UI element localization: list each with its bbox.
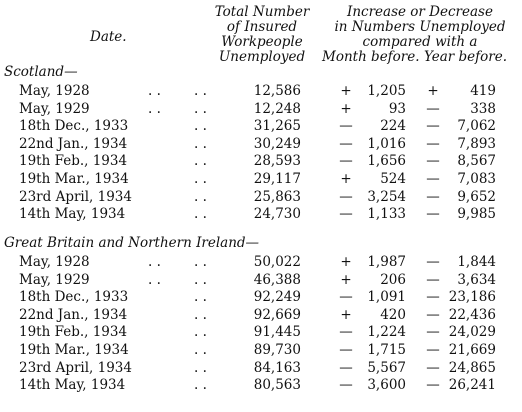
year-change-value: 9,985 — [457, 206, 496, 223]
month-change-value: 1,133 — [367, 206, 406, 223]
year-change-sign: — — [426, 306, 440, 323]
total-unemployed: 89,730 — [253, 342, 301, 358]
month-change-sign: — — [339, 324, 353, 341]
total-unemployed: 50,022 — [253, 254, 301, 270]
total-unemployed: 24,730 — [253, 206, 301, 223]
leader-dots: . . — [194, 359, 207, 376]
month-change-value: 3,254 — [367, 188, 406, 205]
leader-dots: . . — [148, 254, 161, 270]
row-date: May, 1929 — [19, 271, 90, 288]
total-unemployed: 25,863 — [253, 188, 301, 205]
leader-dots: . . — [194, 324, 207, 341]
leader-dots: . . — [148, 100, 161, 117]
row-date: 18th Dec., 1933 — [19, 289, 129, 306]
leader-dots: . . — [194, 306, 207, 323]
date-column-header: Date. — [90, 29, 127, 45]
total-column-header-line-4: Unemployed — [218, 49, 306, 65]
total-unemployed: 46,388 — [253, 271, 301, 288]
month-change-value: 1,656 — [367, 153, 406, 170]
row-date: 14th May, 1934 — [19, 377, 126, 394]
total-unemployed: 12,586 — [253, 83, 301, 99]
table-row — [0, 135, 522, 153]
year-before-column-header: Year before. — [424, 49, 508, 65]
leader-dots: . . — [194, 135, 207, 152]
table-row — [0, 117, 522, 135]
year-change-value: 7,893 — [457, 135, 496, 152]
total-column-header-line-3: Workpeople — [221, 34, 303, 50]
total-column-header-line-2: of Insured — [226, 19, 298, 35]
leader-dots: . . — [194, 188, 207, 205]
month-change-sign: — — [339, 206, 353, 223]
month-change-value: 224 — [380, 118, 406, 135]
total-unemployed: 80,563 — [253, 377, 301, 394]
year-change-value: 21,669 — [448, 342, 496, 358]
year-change-value: 22,436 — [448, 306, 496, 323]
year-change-sign: — — [426, 118, 440, 135]
month-change-sign: + — [340, 171, 352, 187]
year-change-value: 419 — [470, 83, 496, 99]
month-change-sign: — — [339, 342, 353, 358]
row-date: 14th May, 1934 — [19, 206, 126, 223]
section-title-great-britain: Great Britain and Northern Ireland— — [4, 235, 260, 251]
leader-dots: . . — [194, 83, 207, 99]
year-change-value: 24,865 — [448, 359, 496, 376]
month-change-sign: — — [339, 153, 353, 170]
leader-dots: . . — [194, 289, 207, 306]
row-date: May, 1928 — [19, 254, 90, 270]
total-unemployed: 84,163 — [253, 359, 301, 376]
table-row — [0, 271, 522, 289]
leader-dots: . . — [194, 342, 207, 358]
table-row — [0, 288, 522, 306]
year-change-value: 338 — [470, 100, 496, 117]
row-date: 19th Feb., 1934 — [19, 324, 128, 341]
month-change-sign: + — [340, 306, 352, 323]
leader-dots: . . — [194, 118, 207, 135]
year-change-sign: — — [426, 377, 440, 394]
row-date: 19th Mar., 1934 — [19, 342, 129, 358]
table-row — [0, 152, 522, 170]
leader-dots: . . — [194, 254, 207, 270]
year-change-sign: — — [426, 359, 440, 376]
table-row — [0, 376, 522, 394]
month-change-value: 1,987 — [367, 254, 406, 270]
year-change-sign: — — [426, 153, 440, 170]
month-change-sign: — — [339, 377, 353, 394]
year-change-value: 9,652 — [457, 188, 496, 205]
month-change-sign: — — [339, 188, 353, 205]
year-change-sign: — — [426, 324, 440, 341]
total-unemployed: 29,117 — [253, 171, 301, 187]
month-change-sign: — — [339, 359, 353, 376]
row-date: May, 1929 — [19, 100, 90, 117]
leader-dots: . . — [194, 206, 207, 223]
month-change-value: 1,224 — [367, 324, 406, 341]
month-change-value: 420 — [380, 306, 406, 323]
table-row — [0, 170, 522, 188]
total-unemployed: 92,249 — [253, 289, 301, 306]
month-change-value: 3,600 — [367, 377, 406, 394]
row-date: 19th Feb., 1934 — [19, 153, 128, 170]
month-change-sign: + — [340, 100, 352, 117]
month-change-sign: — — [339, 118, 353, 135]
month-change-value: 206 — [380, 271, 406, 288]
table-row — [0, 82, 522, 100]
month-change-value: 1,205 — [367, 83, 406, 99]
year-change-value: 24,029 — [448, 324, 496, 341]
year-change-sign: — — [426, 135, 440, 152]
year-change-value: 7,062 — [457, 118, 496, 135]
row-date: 23rd April, 1934 — [19, 359, 132, 376]
year-change-sign: — — [426, 100, 440, 117]
leader-dots: . . — [194, 171, 207, 187]
table-row — [0, 359, 522, 377]
month-change-sign: + — [340, 83, 352, 99]
row-date: 23rd April, 1934 — [19, 188, 132, 205]
row-date: 19th Mar., 1934 — [19, 171, 129, 187]
month-change-value: 1,091 — [367, 289, 406, 306]
leader-dots: . . — [148, 83, 161, 99]
table-row — [0, 100, 522, 118]
year-change-sign: + — [427, 83, 439, 99]
leader-dots: . . — [194, 271, 207, 288]
leader-dots: . . — [194, 377, 207, 394]
year-change-sign: — — [426, 271, 440, 288]
table-row — [0, 323, 522, 341]
year-change-value: 26,241 — [448, 377, 496, 394]
month-change-sign: + — [340, 271, 352, 288]
table-row — [0, 306, 522, 324]
year-change-value: 1,844 — [457, 254, 496, 270]
total-unemployed: 91,445 — [253, 324, 301, 341]
total-unemployed: 31,265 — [253, 118, 301, 135]
table-row — [0, 188, 522, 206]
total-unemployed: 12,248 — [253, 100, 301, 117]
section-title-scotland: Scotland— — [4, 64, 78, 80]
row-date: 22nd Jan., 1934 — [19, 306, 128, 323]
leader-dots: . . — [148, 271, 161, 288]
month-before-column-header: Month before. — [322, 49, 420, 65]
month-change-value: 5,567 — [367, 359, 406, 376]
row-date: 18th Dec., 1933 — [19, 118, 129, 135]
year-change-value: 23,186 — [448, 289, 496, 306]
month-change-value: 524 — [380, 171, 406, 187]
month-change-value: 1,016 — [367, 135, 406, 152]
total-column-header-line-1: Total Number — [214, 4, 310, 20]
month-change-value: 93 — [388, 100, 406, 117]
change-column-header-line-1: Increase or Decrease — [347, 4, 493, 20]
year-change-sign: — — [426, 342, 440, 358]
row-date: May, 1928 — [19, 83, 90, 99]
year-change-sign: — — [426, 171, 440, 187]
year-change-sign: — — [426, 206, 440, 223]
month-change-sign: — — [339, 135, 353, 152]
year-change-value: 7,083 — [457, 171, 496, 187]
table-row — [0, 205, 522, 223]
month-change-sign: + — [340, 254, 352, 270]
month-change-sign: — — [339, 289, 353, 306]
leader-dots: . . — [194, 153, 207, 170]
total-unemployed: 28,593 — [253, 153, 301, 170]
total-unemployed: 30,249 — [253, 135, 301, 152]
change-column-header-line-2: in Numbers Unemployed — [334, 19, 506, 35]
year-change-value: 8,567 — [457, 153, 496, 170]
year-change-sign: — — [426, 188, 440, 205]
year-change-sign: — — [426, 289, 440, 306]
year-change-sign: — — [426, 254, 440, 270]
month-change-value: 1,715 — [367, 342, 406, 358]
table-row — [0, 253, 522, 271]
row-date: 22nd Jan., 1934 — [19, 135, 128, 152]
change-column-header-line-3: compared with a — [362, 34, 478, 50]
total-unemployed: 92,669 — [253, 306, 301, 323]
leader-dots: . . — [194, 100, 207, 117]
table-row — [0, 341, 522, 359]
year-change-value: 3,634 — [457, 271, 496, 288]
